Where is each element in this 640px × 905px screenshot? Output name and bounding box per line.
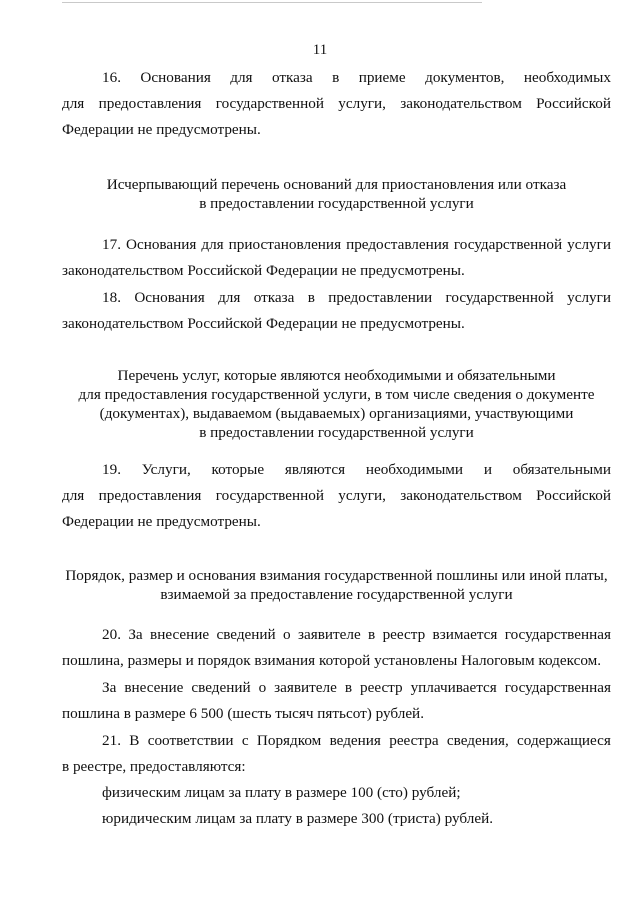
page-number: 11 (312, 42, 328, 58)
heading-line: взимаемой за предоставление государственной услуги (160, 586, 513, 603)
word: которые (211, 461, 265, 478)
last-line: законодательством Российской Федерации не предусмотрены. (62, 262, 465, 279)
word: с (241, 732, 249, 749)
heading-line: для предоставления государственной услуги, в том числе сведения о документе (78, 386, 595, 403)
word: внесение (124, 679, 184, 696)
word: в (332, 69, 340, 86)
word: для (230, 69, 253, 86)
word: взимается (432, 626, 498, 643)
justified-line (62, 65, 611, 91)
section-heading-fee (62, 566, 611, 604)
word: Российской (536, 95, 611, 112)
word: документов, (425, 69, 505, 86)
word: государственная (504, 679, 611, 696)
word: в (307, 289, 315, 306)
word: и (483, 461, 492, 478)
last-line: в реестре, предоставляются: (62, 758, 246, 775)
word: Основания (125, 236, 197, 253)
paragraph-21 (62, 728, 611, 832)
word: о (258, 679, 267, 696)
word: государственная (504, 626, 611, 643)
paragraph-16 (62, 65, 611, 143)
last-line: пошлина в размере 6 500 (шесть тысяч пятьсот) рублей. (62, 705, 424, 722)
word: в (368, 626, 376, 643)
paragraph-20 (62, 622, 611, 674)
word: необходимыми (365, 461, 464, 478)
word: необходимых (523, 69, 611, 86)
word: реестра (389, 732, 439, 749)
word: 17. (102, 236, 121, 253)
word: в (344, 679, 353, 696)
word: Основания (140, 69, 211, 86)
word: уплачивается (410, 679, 497, 696)
last-line: Федерации не предусмотрены. (62, 121, 261, 138)
section-heading-suspension (62, 175, 611, 213)
word: В (129, 732, 140, 749)
word: являются (284, 461, 346, 478)
paragraph-19 (62, 457, 611, 535)
top-rule (62, 2, 482, 3)
word: Российской (536, 487, 611, 504)
heading-line: (документах), выдаваемом (выдаваемых) организациями, участвующими (99, 405, 574, 422)
word: 21. (102, 732, 121, 749)
heading-line: Порядок, размер и основания взимания государственной пошлины или иной платы, (65, 567, 608, 584)
word: услуги (567, 289, 611, 306)
word: для (62, 487, 85, 504)
word: сведения, (446, 732, 509, 749)
word: заявителе (297, 626, 361, 643)
word: внесение (150, 626, 210, 643)
paragraph-18 (62, 285, 611, 337)
word: Основания (134, 289, 205, 306)
word: услуги, (338, 487, 386, 504)
justified-line (62, 483, 611, 509)
word: предоставления (98, 95, 202, 112)
word: законодательством (400, 487, 522, 504)
justified-line (62, 232, 611, 258)
word: сведений (191, 679, 251, 696)
word: реестр (359, 679, 403, 696)
word: За (128, 626, 143, 643)
heading-line: в предоставлении государственной услуги (199, 424, 474, 441)
heading-line: Перечень услуг, которые являются необходимыми и обязательными (117, 367, 556, 384)
word: соответствии (147, 732, 234, 749)
word: государственной (453, 236, 563, 253)
section-heading-required-services (62, 366, 611, 442)
word: предоставлении (328, 289, 433, 306)
word: отказа (271, 69, 313, 86)
last-line: законодательством Российской Федерации не предусмотрены. (62, 315, 465, 332)
word: Порядком (256, 732, 322, 749)
justified-line (62, 285, 611, 311)
paragraph-20-fee-amount (62, 675, 611, 727)
word: Услуги, (141, 461, 191, 478)
word: 16. (102, 69, 121, 86)
word: о (283, 626, 291, 643)
justified-line (62, 457, 611, 483)
word: реестр (382, 626, 426, 643)
word: За (102, 679, 117, 696)
word: для (62, 95, 85, 112)
word: 18. (102, 289, 121, 306)
heading-line: в предоставлении государственной услуги (199, 195, 474, 212)
heading-line: Исчерпывающий перечень оснований для приостановления или отказа (106, 176, 567, 193)
word: государственной (215, 487, 324, 504)
paragraph-17 (62, 232, 611, 284)
word: заявителе (274, 679, 337, 696)
word: содержащиеся (517, 732, 611, 749)
word: приостановления (228, 236, 342, 253)
word: предоставления (98, 487, 202, 504)
last-line: пошлина, размеры и порядок взимания которой установлены Налоговым кодексом. (62, 652, 602, 669)
word: государственной (445, 289, 554, 306)
word: предоставления (346, 236, 449, 253)
word: ведения (329, 732, 381, 749)
word: для (218, 289, 241, 306)
justified-line (62, 675, 611, 701)
word: обязательными (512, 461, 611, 478)
list-item-individuals: физическим лицам за плату в размере 100 (сто) рублей; (102, 784, 461, 801)
word: услуги, (338, 95, 386, 112)
list-item-legal-entities: юридическим лицам за плату в размере 300 (триста) рублей. (102, 810, 494, 827)
last-line: Федерации не предусмотрены. (62, 513, 261, 530)
justified-line (62, 622, 611, 648)
word: 19. (102, 461, 121, 478)
word: сведений (216, 626, 276, 643)
word: государственной (215, 95, 324, 112)
word: приеме (358, 69, 406, 86)
justified-line (62, 91, 611, 117)
word: услуги (567, 236, 611, 253)
word: отказа (253, 289, 295, 306)
word: 20. (102, 626, 121, 643)
word: для (201, 236, 224, 253)
justified-line (62, 728, 611, 754)
word: законодательством (400, 95, 522, 112)
